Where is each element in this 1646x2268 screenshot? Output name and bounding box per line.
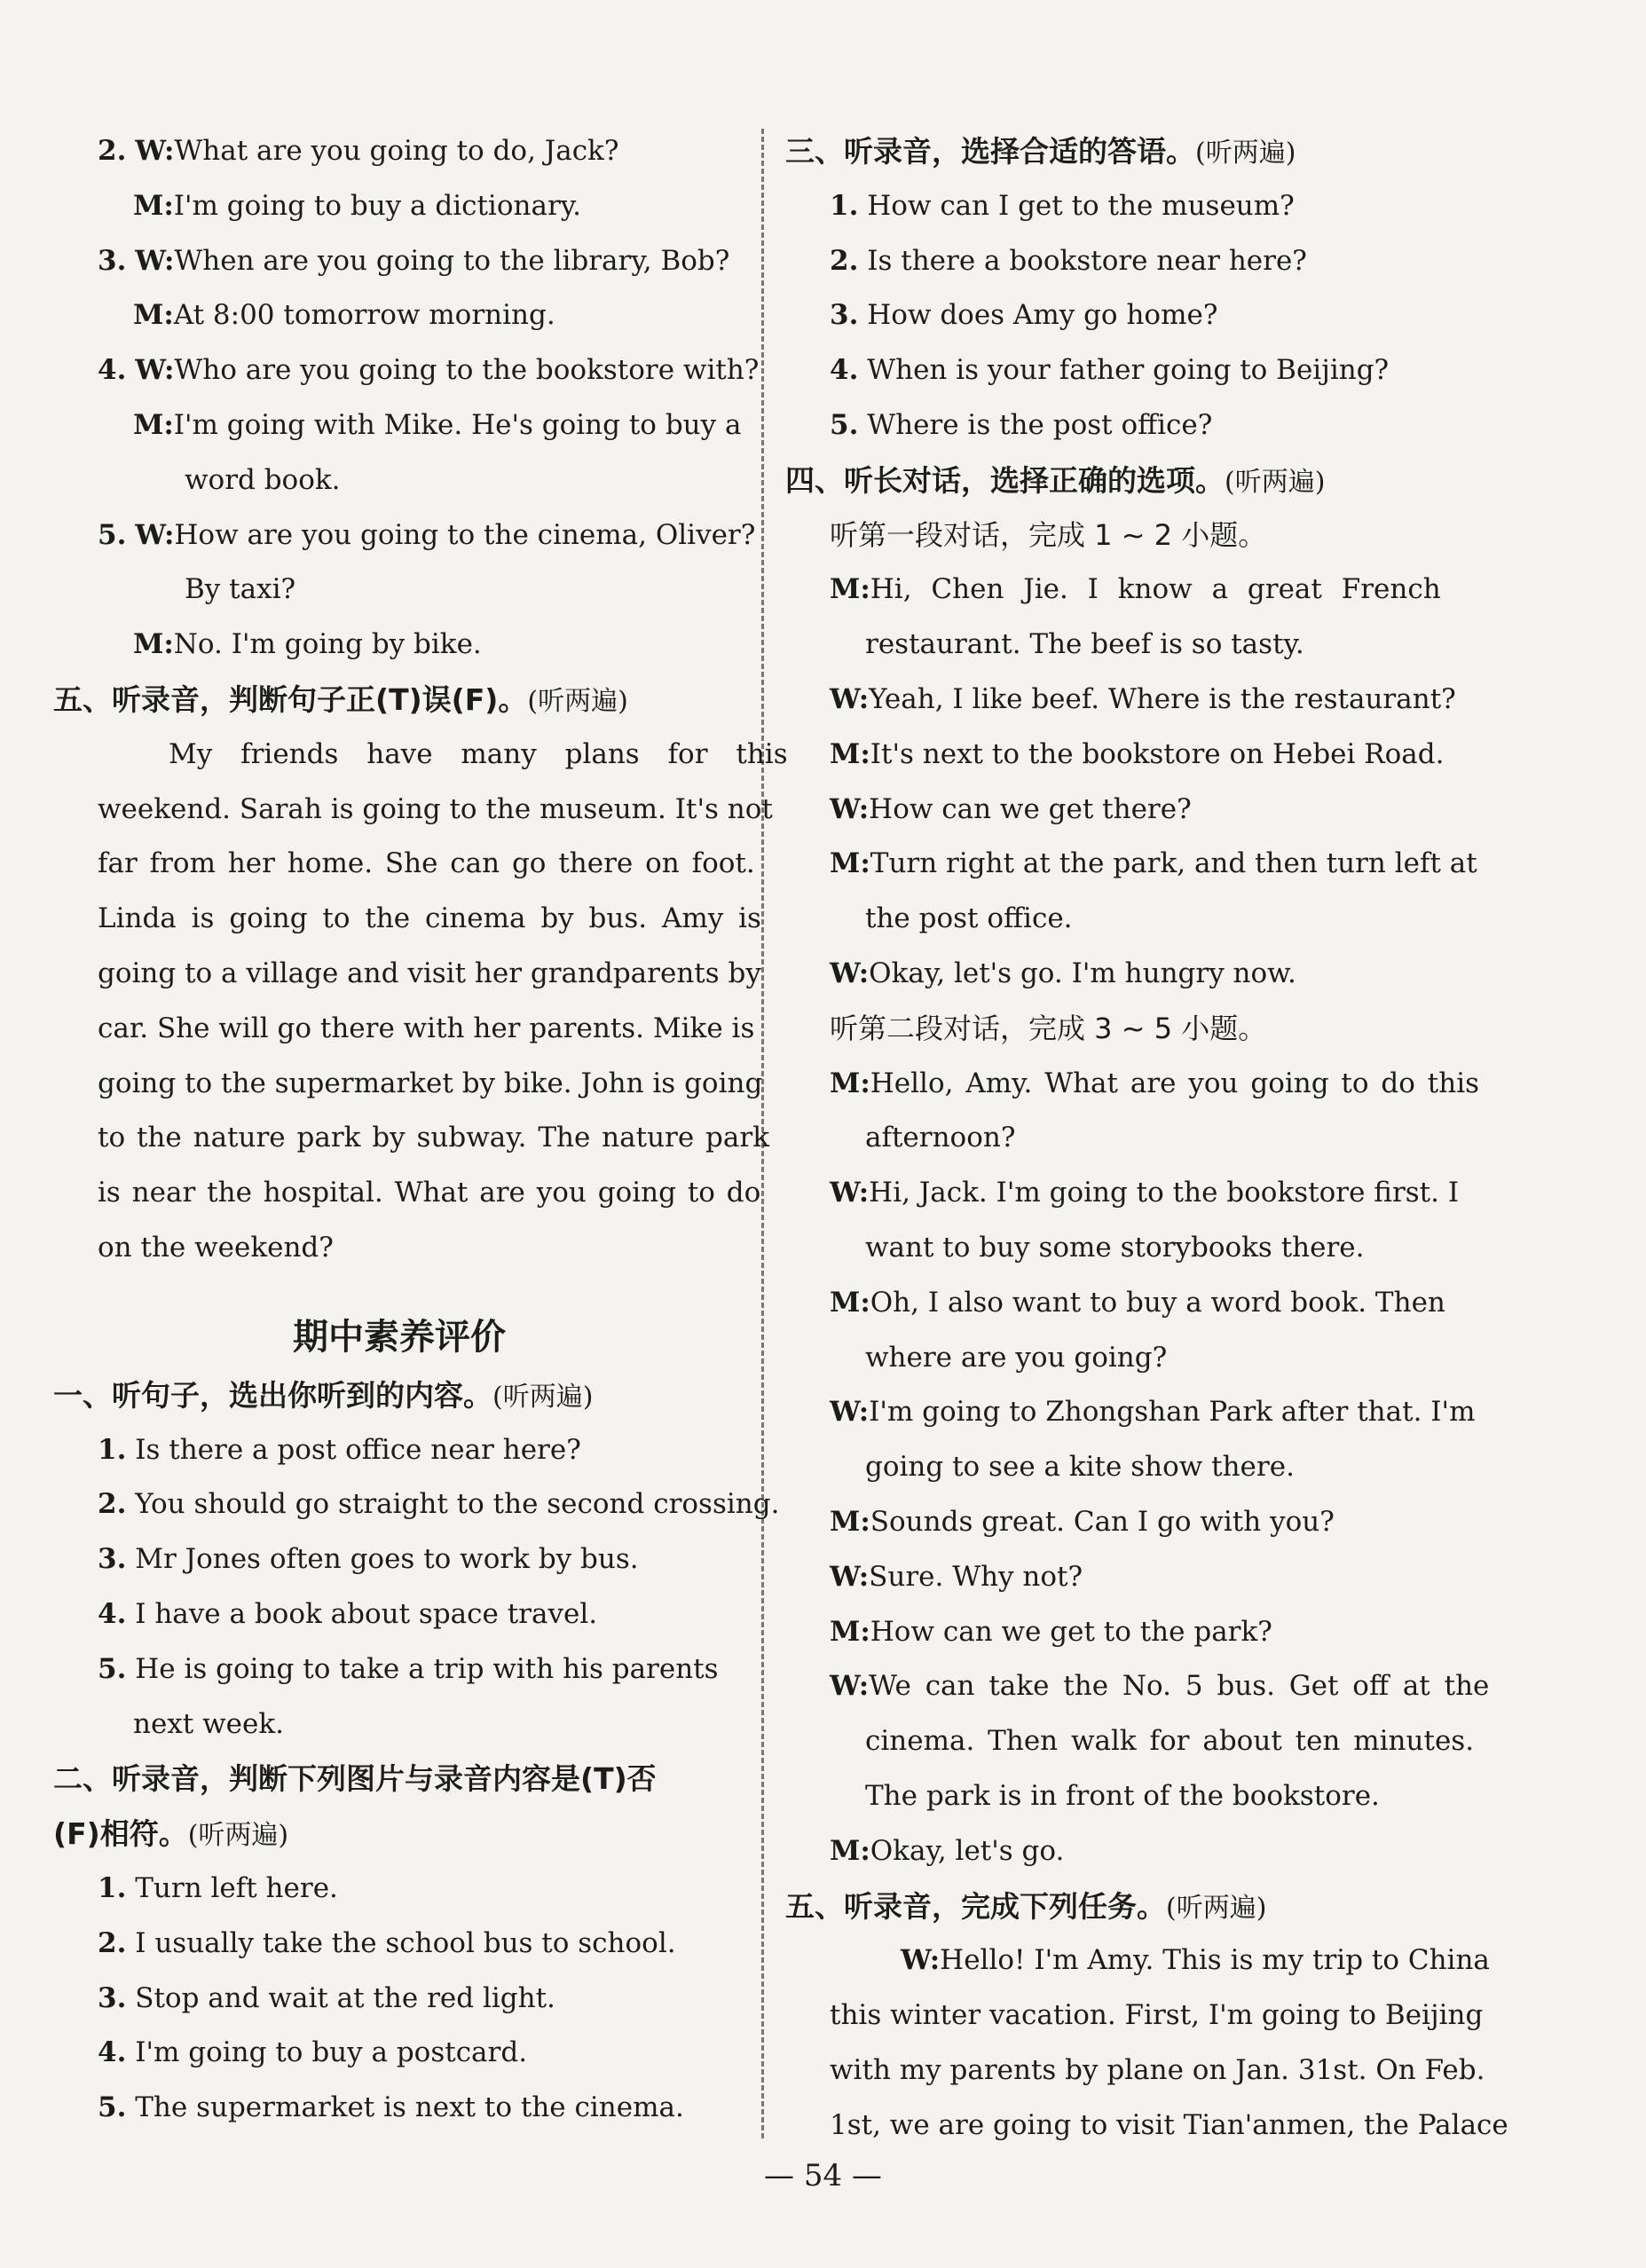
dialogue-text: At 8:00 tomorrow morning.	[173, 299, 555, 332]
item-text: Is there a bookstore near here?	[867, 244, 1307, 277]
dialogue-line	[785, 1824, 1477, 1879]
item-number: 1.	[830, 189, 859, 222]
section-title: (F)相符。	[53, 1816, 188, 1852]
section-note: (听两遍)	[527, 685, 628, 717]
paragraph-line: Linda is going to the cinema by bus. Amy is	[98, 902, 761, 935]
page-number: — 54 —	[764, 2158, 882, 2193]
item-number: 2.	[830, 244, 859, 277]
speaker: W:	[830, 682, 870, 715]
section-heading: 二、听录音，判断下列图片与录音内容是(T)否	[53, 1761, 657, 1797]
dialogue-text: Oh, I also want to buy a word book. Then	[870, 1286, 1445, 1319]
dialogue-text: Okay, let's go.	[870, 1834, 1065, 1867]
dialogue-line	[785, 1166, 1477, 1221]
dialogue-line: word book.	[185, 463, 341, 496]
dialogue-text: Sure. Why not?	[869, 1560, 1083, 1593]
speaker: M:	[133, 299, 174, 332]
section-note: (听两遍)	[492, 1381, 594, 1413]
dialogue-text: Yeah, I like beef. Where is the restaurant?	[869, 682, 1456, 715]
dialogue-line	[53, 288, 745, 343]
item-number: 5.	[98, 518, 127, 551]
dialogue-text: I'm going to buy a dictionary.	[173, 189, 582, 222]
paragraph-line: is near the hospital. What are you going to do	[98, 1177, 761, 1209]
dialogue-text: Hello! I'm Amy. This is my trip to China	[940, 1944, 1490, 1977]
list-item	[785, 234, 1477, 289]
item-number: 5.	[830, 408, 859, 441]
item-text: How does Amy go home?	[867, 299, 1218, 332]
right-column	[785, 124, 1508, 2153]
dialogue-line	[785, 1550, 1477, 1605]
dialogue-line: afternoon?	[865, 1122, 1016, 1154]
list-item	[53, 1972, 745, 2027]
dialogue-line	[785, 1385, 1477, 1440]
speaker: W:	[135, 518, 175, 551]
item-number: 4.	[98, 354, 127, 387]
dialogue-line	[785, 1276, 1477, 1331]
section-title: 五、听录音，判断句子正(T)误(F)。	[53, 681, 528, 717]
section-note: (听两遍)	[187, 1820, 289, 1852]
item-number: 2.	[98, 1926, 127, 1959]
dialogue-line	[53, 124, 745, 179]
speaker: W:	[135, 354, 175, 387]
item-number: 5.	[98, 2091, 127, 2124]
list-item	[53, 2081, 745, 2136]
item-text: Turn left here.	[135, 1871, 338, 1904]
dialogue-line	[785, 1659, 1490, 1714]
item-text: How can I get to the museum?	[867, 189, 1295, 222]
section-heading	[785, 1879, 1477, 1934]
speaker: M:	[830, 1505, 870, 1538]
item-number: 3.	[98, 1981, 127, 2014]
dialogue-line	[785, 837, 1477, 892]
item-number: 5.	[98, 1652, 127, 1685]
section-title: 一、听句子，选出你听到的内容。	[53, 1377, 492, 1413]
speaker: M:	[133, 408, 174, 441]
item-number: 2.	[98, 135, 127, 167]
list-item	[53, 1477, 780, 1532]
section-heading	[785, 453, 1477, 508]
section-note: (听两遍)	[1166, 1892, 1267, 1924]
exam-title: 期中素养评价	[293, 1316, 506, 1358]
dialogue-line	[53, 343, 760, 398]
list-item	[53, 1642, 745, 1697]
dialogue-text: I'm going to Zhongshan Park after that. I'm	[869, 1396, 1476, 1429]
dialogue-line	[785, 728, 1477, 783]
paragraph-line: on the weekend?	[98, 1231, 334, 1264]
speaker: W:	[135, 135, 175, 167]
section-title: 三、听录音，选择合适的答语。	[785, 134, 1195, 169]
dialogue-line	[785, 1057, 1480, 1112]
item-number: 1.	[98, 1433, 127, 1466]
list-item	[785, 398, 1477, 453]
dialogue-line: the post office.	[865, 902, 1073, 935]
list-item	[53, 1532, 745, 1587]
item-text: Stop and wait at the red light.	[135, 1981, 555, 2014]
left-column	[53, 124, 788, 2136]
dialogue-line	[53, 398, 745, 453]
section-heading	[53, 1807, 745, 1862]
list-item	[53, 1862, 745, 1917]
dialogue-line: where are you going?	[865, 1341, 1168, 1374]
list-item	[53, 1423, 745, 1478]
speaker: W:	[830, 1560, 870, 1593]
dialogue-text: No. I'm going by bike.	[173, 628, 482, 661]
item-number: 1.	[98, 1871, 127, 1904]
dialogue-text: Sounds great. Can I go with you?	[870, 1505, 1335, 1538]
dialogue-line: going to see a kite show there.	[865, 1451, 1295, 1484]
paragraph-line	[785, 1933, 1490, 1988]
dialogue-line	[53, 179, 745, 234]
item-number: 4.	[830, 354, 859, 387]
dialogue-line: The park is in front of the bookstore.	[865, 1779, 1380, 1812]
dialogue-text: I'm going with Mike. He's going to buy a	[173, 408, 742, 441]
dialogue-text: How can we get there?	[869, 792, 1192, 825]
item-text: When is your father going to Beijing?	[867, 354, 1390, 387]
paragraph-line: with my parents by plane on Jan. 31st. On Feb.	[830, 2053, 1485, 2086]
dialogue-line	[785, 673, 1477, 728]
dialogue-line	[53, 618, 745, 673]
list-item	[53, 1587, 745, 1642]
dialogue-line: restaurant. The beef is so tasty.	[865, 628, 1304, 661]
section-title: 五、听录音，完成下列任务。	[785, 1888, 1166, 1924]
paragraph-line: this winter vacation. First, I'm going to Beijing	[830, 1999, 1484, 2032]
speaker: M:	[830, 737, 870, 770]
speaker: M:	[133, 628, 174, 661]
speaker: W:	[901, 1944, 941, 1977]
item-text: He is going to take a trip with his parents	[135, 1652, 719, 1685]
speaker: M:	[830, 1834, 870, 1867]
paragraph-line: to the nature park by subway. The nature park	[98, 1122, 769, 1154]
item-number: 4.	[98, 2036, 127, 2069]
item-number: 3.	[98, 1543, 127, 1576]
paragraph-line: 1st, we are going to visit Tian'anmen, the Palace	[830, 2108, 1508, 2141]
paragraph-line: weekend. Sarah is going to the museum. It's not	[98, 792, 773, 825]
dialogue-text: Hi, Chen Jie. I know a great French	[870, 573, 1441, 606]
speaker: W:	[830, 1396, 870, 1429]
dialogue-text: Turn right at the park, and then turn left at	[870, 847, 1477, 880]
speaker: M:	[133, 189, 174, 222]
dialogue-text: Hello, Amy. What are you going to do this	[870, 1067, 1480, 1099]
section-note: (听两遍)	[1225, 466, 1326, 498]
dialogue-line: want to buy some storybooks there.	[865, 1231, 1365, 1264]
list-item	[785, 343, 1477, 398]
speaker: W:	[830, 1670, 870, 1703]
speaker: M:	[830, 1286, 870, 1319]
list-item	[53, 1917, 745, 1972]
dialogue-line	[785, 947, 1477, 1002]
list-item	[785, 288, 1477, 343]
paragraph-line: going to a village and visit her grandparents by	[98, 957, 761, 989]
dialogue-line	[53, 508, 756, 563]
list-item	[53, 2026, 745, 2081]
dialogue-text: When are you going to the library, Bob?	[174, 244, 730, 277]
item-number: 4.	[98, 1597, 127, 1630]
dialogue-text: We can take the No. 5 bus. Get off at the	[869, 1670, 1490, 1703]
item-text: The supermarket is next to the cinema.	[135, 2091, 684, 2124]
dialogue-text: How can we get to the park?	[870, 1615, 1272, 1648]
dialogue-line	[785, 783, 1477, 838]
speaker: M:	[830, 1067, 870, 1099]
dialogue-text: Hi, Jack. I'm going to the bookstore first. I	[869, 1177, 1460, 1209]
item-number: 2.	[98, 1488, 127, 1521]
dialog-intro: 听第一段对话，完成 1 ~ 2 小题。	[830, 517, 1267, 552]
dialogue-line: cinema. Then walk for about ten minutes.	[865, 1725, 1475, 1758]
dialogue-line: By taxi?	[185, 573, 296, 606]
section-heading	[785, 124, 1477, 179]
dialogue-line	[53, 234, 745, 289]
paragraph-line: My friends have many plans for this	[169, 737, 788, 770]
item-text: I'm going to buy a postcard.	[135, 2036, 528, 2069]
dialogue-text: It's next to the bookstore on Hebei Road.	[870, 737, 1445, 770]
item-text: I have a book about space travel.	[135, 1597, 598, 1630]
speaker: W:	[135, 244, 175, 277]
item-number: 3.	[98, 244, 127, 277]
paragraph-line: far from her home. She can go there on foot.	[98, 847, 755, 880]
speaker: M:	[830, 847, 870, 880]
item-number: 3.	[830, 299, 859, 332]
section-title: 四、听长对话，选择正确的选项。	[785, 462, 1225, 498]
item-text: You should go straight to the second crossing.	[135, 1488, 780, 1521]
item-text: Is there a post office near here?	[135, 1433, 581, 1466]
item-text: Mr Jones often goes to work by bus.	[135, 1543, 639, 1576]
dialogue-text: Okay, let's go. I'm hungry now.	[869, 957, 1296, 989]
dialogue-line	[785, 563, 1477, 618]
speaker: W:	[830, 957, 870, 989]
speaker: M:	[830, 1615, 870, 1648]
speaker: W:	[830, 1177, 870, 1209]
item-text: Where is the post office?	[867, 408, 1213, 441]
section-heading	[53, 1368, 745, 1423]
section-heading	[53, 673, 745, 728]
dialog-intro: 听第二段对话，完成 3 ~ 5 小题。	[830, 1011, 1267, 1045]
paragraph-line: going to the supermarket by bike. John is going	[98, 1067, 763, 1099]
speaker: W:	[830, 792, 870, 825]
item-text: I usually take the school bus to school.	[135, 1926, 676, 1959]
dialogue-text: What are you going to do, Jack?	[174, 135, 619, 167]
list-item: next week.	[133, 1707, 284, 1740]
dialogue-line	[785, 1605, 1477, 1660]
dialogue-text: Who are you going to the bookstore with?	[174, 354, 760, 387]
paragraph-line: car. She will go there with her parents. Mike is	[98, 1012, 755, 1044]
section-note: (听两遍)	[1195, 138, 1296, 169]
dialogue-line	[785, 1495, 1477, 1550]
list-item	[785, 179, 1477, 234]
dialogue-text: How are you going to the cinema, Oliver?	[174, 518, 756, 551]
speaker: M:	[830, 573, 870, 606]
